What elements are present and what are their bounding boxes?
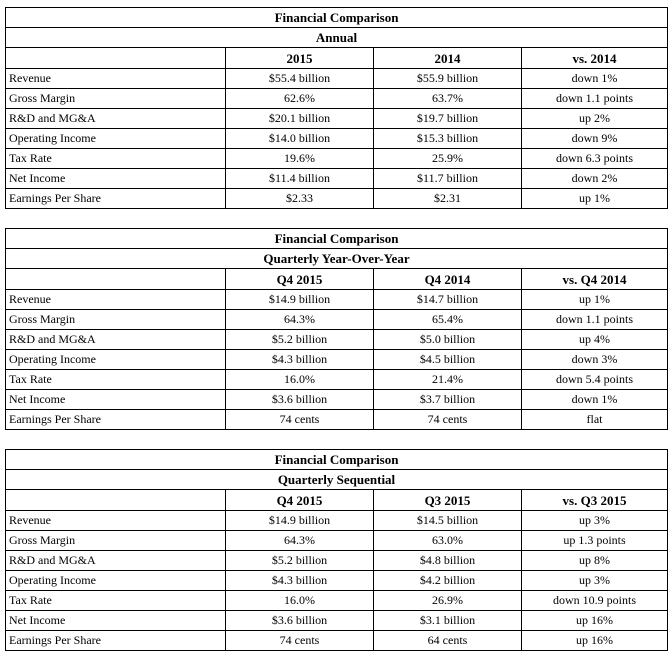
table-cell: down 5.4 points bbox=[522, 370, 668, 390]
table-subtitle: Quarterly Sequential bbox=[6, 470, 668, 490]
table-row bbox=[6, 169, 668, 189]
table-cell: $5.2 billion bbox=[226, 551, 374, 571]
column-header: 2014 bbox=[374, 48, 522, 69]
table-cell: down 1.1 points bbox=[522, 310, 668, 330]
table-cell: up 16% bbox=[522, 611, 668, 631]
table-cell: $5.0 billion bbox=[374, 330, 522, 350]
row-label: Operating Income bbox=[6, 350, 226, 370]
column-header: Q3 2015 bbox=[374, 490, 522, 511]
row-label: Tax Rate bbox=[6, 370, 226, 390]
row-label: R&D and MG&A bbox=[6, 551, 226, 571]
row-label: R&D and MG&A bbox=[6, 330, 226, 350]
table-cell: 74 cents bbox=[226, 410, 374, 430]
table-row bbox=[6, 611, 668, 631]
row-label: Tax Rate bbox=[6, 591, 226, 611]
table-cell: 63.0% bbox=[374, 531, 522, 551]
table-cell: $14.9 billion bbox=[226, 290, 374, 310]
table-cell: 74 cents bbox=[226, 631, 374, 651]
table-cell: $14.7 billion bbox=[374, 290, 522, 310]
table-header-row bbox=[6, 269, 668, 290]
table-row bbox=[6, 551, 668, 571]
row-label: Revenue bbox=[6, 69, 226, 89]
table-cell: 74 cents bbox=[374, 410, 522, 430]
table-cell: $15.3 billion bbox=[374, 129, 522, 149]
table-row bbox=[6, 571, 668, 591]
table-cell: 64.3% bbox=[226, 531, 374, 551]
table-cell: up 4% bbox=[522, 330, 668, 350]
table-row bbox=[6, 109, 668, 129]
table-cell: 64 cents bbox=[374, 631, 522, 651]
table-cell: up 8% bbox=[522, 551, 668, 571]
table-row bbox=[6, 631, 668, 651]
table-cell: 25.9% bbox=[374, 149, 522, 169]
table-cell: $55.4 billion bbox=[226, 69, 374, 89]
table-cell: up 1% bbox=[522, 189, 668, 209]
table-cell: up 2% bbox=[522, 109, 668, 129]
table-cell: $14.5 billion bbox=[374, 511, 522, 531]
table-cell: up 3% bbox=[522, 511, 668, 531]
row-label: Operating Income bbox=[6, 129, 226, 149]
table-cell: down 1% bbox=[522, 69, 668, 89]
table-cell: $11.7 billion bbox=[374, 169, 522, 189]
row-label: Gross Margin bbox=[6, 531, 226, 551]
table-cell: up 1% bbox=[522, 290, 668, 310]
table-cell: $4.2 billion bbox=[374, 571, 522, 591]
quarterly-yoy-comparison-table bbox=[5, 228, 668, 430]
row-label: Earnings Per Share bbox=[6, 189, 226, 209]
table-cell: 16.0% bbox=[226, 591, 374, 611]
table-row bbox=[6, 531, 668, 551]
table-cell: 65.4% bbox=[374, 310, 522, 330]
table-cell: down 3% bbox=[522, 350, 668, 370]
table-subtitle: Annual bbox=[6, 28, 668, 48]
table-title: Financial Comparison bbox=[6, 450, 668, 470]
table-row bbox=[6, 290, 668, 310]
row-label: Earnings Per Share bbox=[6, 631, 226, 651]
column-header: vs. 2014 bbox=[522, 48, 668, 69]
table-cell: down 9% bbox=[522, 129, 668, 149]
table-title: Financial Comparison bbox=[6, 229, 668, 249]
table-cell: $14.0 billion bbox=[226, 129, 374, 149]
table-cell: $2.31 bbox=[374, 189, 522, 209]
table-row bbox=[6, 89, 668, 109]
quarterly-sequential-comparison-table bbox=[5, 449, 668, 651]
column-header: Q4 2015 bbox=[226, 490, 374, 511]
table-row bbox=[6, 310, 668, 330]
table-cell: $4.8 billion bbox=[374, 551, 522, 571]
table-cell: down 2% bbox=[522, 169, 668, 189]
table-cell: down 10.9 points bbox=[522, 591, 668, 611]
table-cell: 26.9% bbox=[374, 591, 522, 611]
column-header bbox=[6, 48, 226, 69]
row-label: Tax Rate bbox=[6, 149, 226, 169]
table-row bbox=[6, 69, 668, 89]
table-cell: $2.33 bbox=[226, 189, 374, 209]
table-row bbox=[6, 511, 668, 531]
table-cell: down 1.1 points bbox=[522, 89, 668, 109]
table-cell: $3.6 billion bbox=[226, 611, 374, 631]
table-cell: flat bbox=[522, 410, 668, 430]
table-cell: down 6.3 points bbox=[522, 149, 668, 169]
table-row bbox=[6, 129, 668, 149]
table-cell: 16.0% bbox=[226, 370, 374, 390]
row-label: Operating Income bbox=[6, 571, 226, 591]
table-row bbox=[6, 330, 668, 350]
table-cell: 63.7% bbox=[374, 89, 522, 109]
table-row bbox=[6, 410, 668, 430]
table-row bbox=[6, 591, 668, 611]
table-cell: up 3% bbox=[522, 571, 668, 591]
column-header: Q4 2014 bbox=[374, 269, 522, 290]
table-cell: $4.3 billion bbox=[226, 350, 374, 370]
row-label: Revenue bbox=[6, 511, 226, 531]
row-label: Earnings Per Share bbox=[6, 410, 226, 430]
table-title: Financial Comparison bbox=[6, 8, 668, 28]
table-cell: up 1.3 points bbox=[522, 531, 668, 551]
column-header: 2015 bbox=[226, 48, 374, 69]
table-cell: 19.6% bbox=[226, 149, 374, 169]
table-row bbox=[6, 390, 668, 410]
table-row bbox=[6, 350, 668, 370]
table-cell: $5.2 billion bbox=[226, 330, 374, 350]
table-cell: $14.9 billion bbox=[226, 511, 374, 531]
table-cell: 21.4% bbox=[374, 370, 522, 390]
table-cell: $4.5 billion bbox=[374, 350, 522, 370]
table-row bbox=[6, 189, 668, 209]
row-label: Net Income bbox=[6, 390, 226, 410]
column-header bbox=[6, 269, 226, 290]
row-label: Net Income bbox=[6, 611, 226, 631]
table-header-row bbox=[6, 48, 668, 69]
table-cell: $11.4 billion bbox=[226, 169, 374, 189]
table-cell: $20.1 billion bbox=[226, 109, 374, 129]
table-header-row bbox=[6, 490, 668, 511]
table-cell: 64.3% bbox=[226, 310, 374, 330]
table-cell: 62.6% bbox=[226, 89, 374, 109]
table-cell: $3.6 billion bbox=[226, 390, 374, 410]
row-label: Net Income bbox=[6, 169, 226, 189]
column-header bbox=[6, 490, 226, 511]
column-header: vs. Q3 2015 bbox=[522, 490, 668, 511]
table-cell: up 16% bbox=[522, 631, 668, 651]
table-cell: down 1% bbox=[522, 390, 668, 410]
table-cell: $4.3 billion bbox=[226, 571, 374, 591]
row-label: Revenue bbox=[6, 290, 226, 310]
annual-comparison-table bbox=[5, 7, 668, 209]
row-label: Gross Margin bbox=[6, 89, 226, 109]
column-header: Q4 2015 bbox=[226, 269, 374, 290]
row-label: Gross Margin bbox=[6, 310, 226, 330]
table-cell: $19.7 billion bbox=[374, 109, 522, 129]
table-cell: $3.7 billion bbox=[374, 390, 522, 410]
table-row bbox=[6, 149, 668, 169]
table-subtitle: Quarterly Year-Over-Year bbox=[6, 249, 668, 269]
table-row bbox=[6, 370, 668, 390]
table-cell: $3.1 billion bbox=[374, 611, 522, 631]
row-label: R&D and MG&A bbox=[6, 109, 226, 129]
table-cell: $55.9 billion bbox=[374, 69, 522, 89]
column-header: vs. Q4 2014 bbox=[522, 269, 668, 290]
